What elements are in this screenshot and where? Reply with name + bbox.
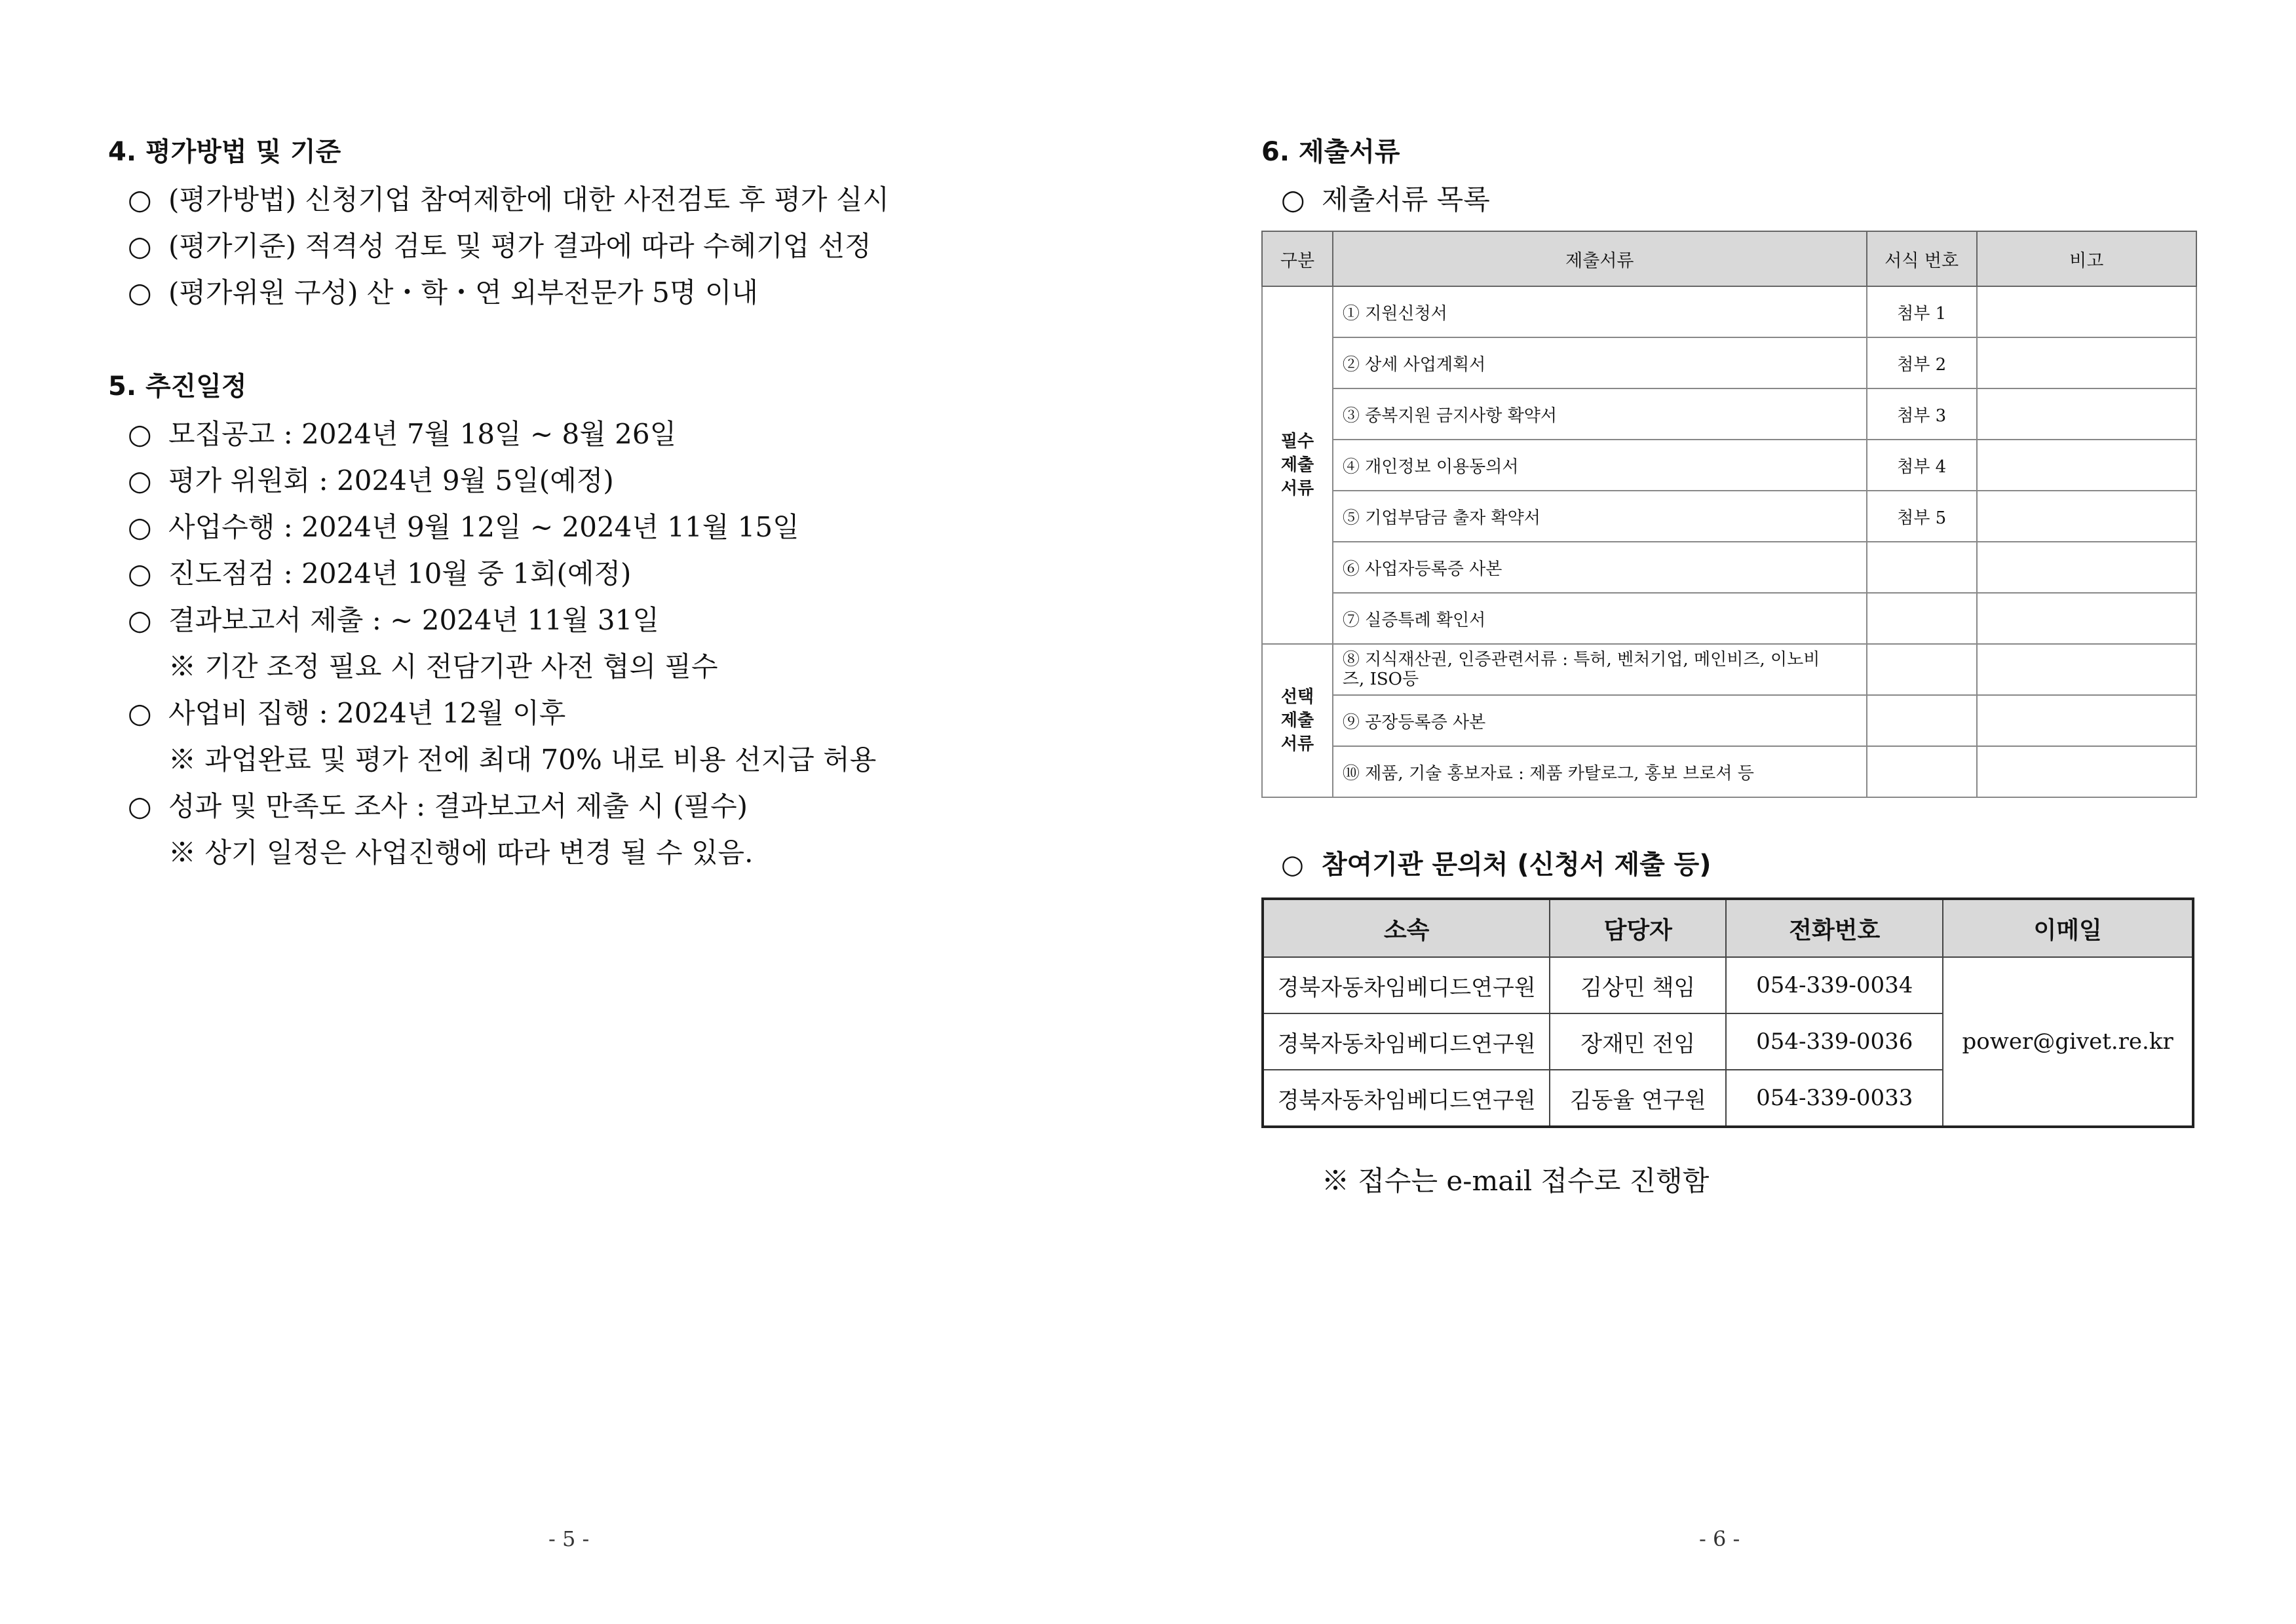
bullet-text: (평가기준) 적격성 검토 및 평가 결과에 따라 수혜기업 선정 [168, 230, 871, 262]
bullet-mark: ○ [1281, 850, 1304, 880]
bullet-mark: ○ [1281, 183, 1305, 216]
bullet-text: (평가방법) 신청기업 참여제한에 대한 사전검토 후 평가 실시 [168, 183, 889, 216]
table-row [1262, 542, 2196, 593]
section5-title: 5. 추진일정 [108, 371, 247, 402]
table-row [1262, 337, 2196, 388]
document-name: ⑦ 실증특례 확인서 [1333, 593, 1867, 644]
header-document: 제출서류 [1333, 231, 1867, 286]
section4-title: 4. 평가방법 및 기준 [108, 137, 341, 167]
bullet-text: 성과 및 만족도 조사 : 결과보고서 제출 시 (필수) [168, 790, 748, 822]
phone-cell: 054-339-0033 [1726, 1070, 1943, 1127]
bullet-mark: ○ [128, 557, 152, 590]
table-row [1262, 491, 2196, 542]
header-person: 담당자 [1550, 899, 1726, 957]
header-remarks: 비고 [1977, 231, 2197, 286]
bullet-text: 진도점검 : 2024년 10월 중 1회(예정) [168, 557, 632, 590]
document-name: ④ 개인정보 이용동의서 [1333, 440, 1867, 491]
remark-cell [1977, 542, 2197, 593]
table-row [1262, 286, 2196, 337]
page-number-right: - 6 - [1699, 1526, 1740, 1551]
remark-cell [1977, 286, 2197, 337]
person-cell: 김상민 책임 [1550, 957, 1726, 1013]
bullet-mark: ○ [128, 230, 152, 262]
section4-bullet-2 [128, 225, 871, 264]
person-cell: 김동율 연구원 [1550, 1070, 1726, 1127]
form-number: 첨부 1 [1867, 286, 1977, 337]
form-number: 첨부 2 [1867, 337, 1977, 388]
schedule-note-2: ※ 과업완료 및 평가 전에 최대 70% 내로 비용 선지급 허용 [168, 744, 877, 776]
table-row [1262, 440, 2196, 491]
schedule-note-1: ※ 기간 조정 필요 시 전담기관 사전 협의 필수 [168, 651, 718, 683]
org-cell: 경북자동차임베디드연구원 [1263, 1070, 1550, 1127]
bullet-mark: ○ [128, 604, 152, 636]
section4-bullet-1 [128, 178, 889, 217]
bullet-mark: ○ [128, 790, 152, 822]
bullet-text: (평가위원 구성) 산・학・연 외부전문가 5명 이내 [168, 276, 758, 309]
header-category: 구분 [1262, 231, 1333, 286]
remark-cell [1977, 337, 2197, 388]
header-form-number: 서식 번호 [1867, 231, 1977, 286]
document-name: ⑧ 지식재산권, 인증관련서류 : 특허, 벤처기업, 메인비즈, 이노비즈, ISO등 [1333, 644, 1867, 695]
table-header-row [1262, 231, 2196, 286]
form-number: 첨부 3 [1867, 388, 1977, 440]
page-number-left: - 5 - [548, 1526, 590, 1551]
phone-cell: 054-339-0034 [1726, 957, 1943, 1013]
table-row [1262, 388, 2196, 440]
remark-cell [1977, 491, 2197, 542]
schedule-item-5 [128, 599, 659, 638]
person-cell: 장재민 전임 [1550, 1013, 1726, 1070]
bullet-text: 결과보고서 제출 : ~ 2024년 11월 31일 [168, 604, 659, 636]
remark-cell [1977, 593, 2197, 644]
bullet-text: 모집공고 : 2024년 7월 18일 ~ 8월 26일 [168, 418, 677, 450]
bullet-mark: ○ [128, 276, 152, 309]
remark-cell [1977, 388, 2197, 440]
header-org: 소속 [1263, 899, 1550, 957]
document-name: ⑥ 사업자등록증 사본 [1333, 542, 1867, 593]
bullet-mark: ○ [128, 697, 152, 729]
bullet-text: 제출서류 목록 [1322, 183, 1490, 216]
document-name: ⑩ 제품, 기술 홍보자료 : 제품 카탈로그, 홍보 브로셔 등 [1333, 746, 1867, 797]
schedule-item-2 [128, 459, 614, 499]
contacts-table [1261, 897, 2194, 1128]
document-name: ⑤ 기업부담금 출자 확약서 [1333, 491, 1867, 542]
bullet-mark: ○ [128, 183, 152, 216]
document-name: ③ 중복지원 금지사항 확약서 [1333, 388, 1867, 440]
remark-cell [1977, 440, 2197, 491]
table-row [1262, 593, 2196, 644]
schedule-note-3: ※ 상기 일정은 사업진행에 따라 변경 될 수 있음. [168, 837, 754, 869]
remark-cell [1977, 746, 2197, 797]
document-name: ⑨ 공장등록증 사본 [1333, 695, 1867, 746]
required-group-label [1262, 286, 1333, 644]
remark-cell [1977, 644, 2197, 695]
email-cell[interactable]: power@givet.re.kr [1943, 957, 2193, 1127]
form-number: 첨부 5 [1867, 491, 1977, 542]
group-text: 필수 제출 서류 [1280, 432, 1314, 499]
bullet-mark: ○ [128, 418, 152, 450]
table-header-row [1263, 899, 2193, 957]
schedule-item-3 [128, 506, 799, 545]
form-number [1867, 695, 1977, 746]
form-number: 첨부 4 [1867, 440, 1977, 491]
header-email: 이메일 [1943, 899, 2193, 957]
optional-group-label [1262, 644, 1333, 797]
group-text: 선택 제출 서류 [1280, 687, 1314, 754]
schedule-item-1 [128, 413, 676, 452]
bullet-mark: ○ [128, 464, 152, 497]
org-cell: 경북자동차임베디드연구원 [1263, 1013, 1550, 1070]
table-row [1262, 746, 2196, 797]
schedule-item-6 [128, 692, 565, 731]
document-name: ① 지원신청서 [1333, 286, 1867, 337]
section6-title: 6. 제출서류 [1261, 137, 1400, 167]
remark-cell [1977, 695, 2197, 746]
document-name: ② 상세 사업계획서 [1333, 337, 1867, 388]
bullet-text: 사업수행 : 2024년 9월 12일 ~ 2024년 11월 15일 [168, 511, 799, 543]
bullet-mark: ○ [128, 511, 152, 543]
org-cell: 경북자동차임베디드연구원 [1263, 957, 1550, 1013]
table-row [1262, 695, 2196, 746]
section4-bullet-3 [128, 271, 758, 311]
form-number [1867, 644, 1977, 695]
contacts-title [1281, 844, 1712, 881]
submission-note: ※ 접수는 e-mail 접수로 진행함 [1322, 1165, 1710, 1197]
form-number [1867, 593, 1977, 644]
table-row [1263, 957, 2193, 1013]
header-phone: 전화번호 [1726, 899, 1943, 957]
form-number [1867, 746, 1977, 797]
schedule-item-7 [128, 785, 748, 824]
section6-subtitle [1281, 178, 1490, 217]
table-row [1262, 644, 2196, 695]
documents-table [1261, 231, 2197, 798]
schedule-item-4 [128, 552, 631, 592]
form-number [1867, 542, 1977, 593]
phone-cell: 054-339-0036 [1726, 1013, 1943, 1070]
bullet-text: 사업비 집행 : 2024년 12월 이후 [168, 697, 566, 729]
contacts-title-text: 참여기관 문의처 (신청서 제출 등) [1322, 850, 1712, 880]
bullet-text: 평가 위원회 : 2024년 9월 5일(예정) [168, 464, 614, 497]
